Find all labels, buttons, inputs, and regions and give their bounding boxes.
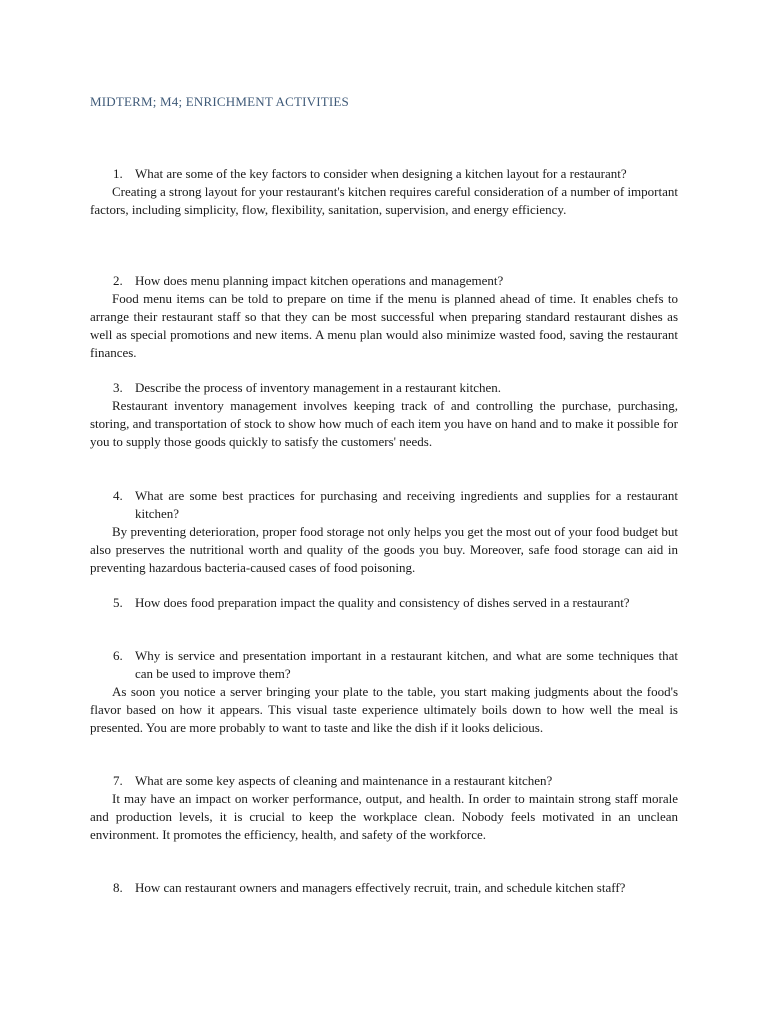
question-text: 3. Describe the process of inventory management in a restaurant kitchen. [113,380,502,395]
question-text: 6. Why is service and presentation important in a restaurant kitchen, and what are some techniques that can be used to improve them? [113,648,678,681]
question-block-6 [90,647,678,737]
answer-text: By preventing deterioration, proper food storage not only helps you get the most out of your food budget but also preserves the nutritional worth and quality of the goods you buy. Moreover, safe food storage can aid in preventing hazardous bacteria-caused cases of food poisoning. [90,524,678,575]
question-block-3 [90,379,678,451]
question-number: 4. [113,488,123,503]
question-block-1 [90,165,678,219]
question-number: 1. [113,166,123,181]
answer-text: It may have an impact on worker performance, output, and health. In order to maintain strong staff morale and production levels, it is crucial to keep the workplace clean. Nobody feels motivated in an unclean environment. It promotes the efficiency, health, and safety of the workforce. [90,791,678,842]
question-block-2 [90,272,678,362]
answer-text: Food menu items can be told to prepare on time if the menu is planned ahead of time. It enables chefs to arrange their restaurant staff so that they can be most successful when preparing standard restaurant dishes as well as special promotions and new items. A menu plan would also minimize wasted food, saving the restaurant finances. [90,291,678,360]
question-number: 7. [113,773,123,788]
question-text: 7. What are some key aspects of cleaning and maintenance in a restaurant kitchen? [113,773,553,788]
question-text: 1. What are some of the key factors to consider when designing a kitchen layout for a restaurant? [113,166,627,181]
document-title: MIDTERM; M4; ENRICHMENT ACTIVITIES [90,94,349,109]
question-block-7 [90,772,678,844]
question-text: 8. How can restaurant owners and managers effectively recruit, train, and schedule kitchen staff? [113,880,626,895]
question-number: 8. [113,880,123,895]
answer-text: As soon you notice a server bringing your plate to the table, you start making judgments about the food's flavor based on how it appears. This visual taste experience ultimately boils down to how well the meal is presented. You are more probably to want to taste and like the dish if it looks delicious. [90,684,678,735]
question-block-4 [90,487,678,577]
question-text: 2. How does menu planning impact kitchen operations and management? [113,273,504,288]
answer-text: Restaurant inventory management involves keeping track of and controlling the purchase, purchasing, storing, and transportation of stock to show how much of each item you have on hand and to make it possible for you to supply those goods quickly to satisfy the customers' needs. [90,398,678,449]
question-number: 5. [113,595,123,610]
question-number: 2. [113,273,123,288]
question-block-5 [90,594,678,612]
question-text: 5. How does food preparation impact the quality and consistency of dishes served in a restaurant? [113,595,630,610]
question-number: 3. [113,380,123,395]
question-number: 6. [113,648,123,663]
question-block-8 [90,879,678,897]
question-text: 4. What are some best practices for purchasing and receiving ingredients and supplies for a restaurant kitchen? [113,488,678,521]
answer-text: Creating a strong layout for your restaurant's kitchen requires careful consideration of a number of important factors, including simplicity, flow, flexibility, sanitation, supervision, and energy efficiency. [90,184,678,217]
